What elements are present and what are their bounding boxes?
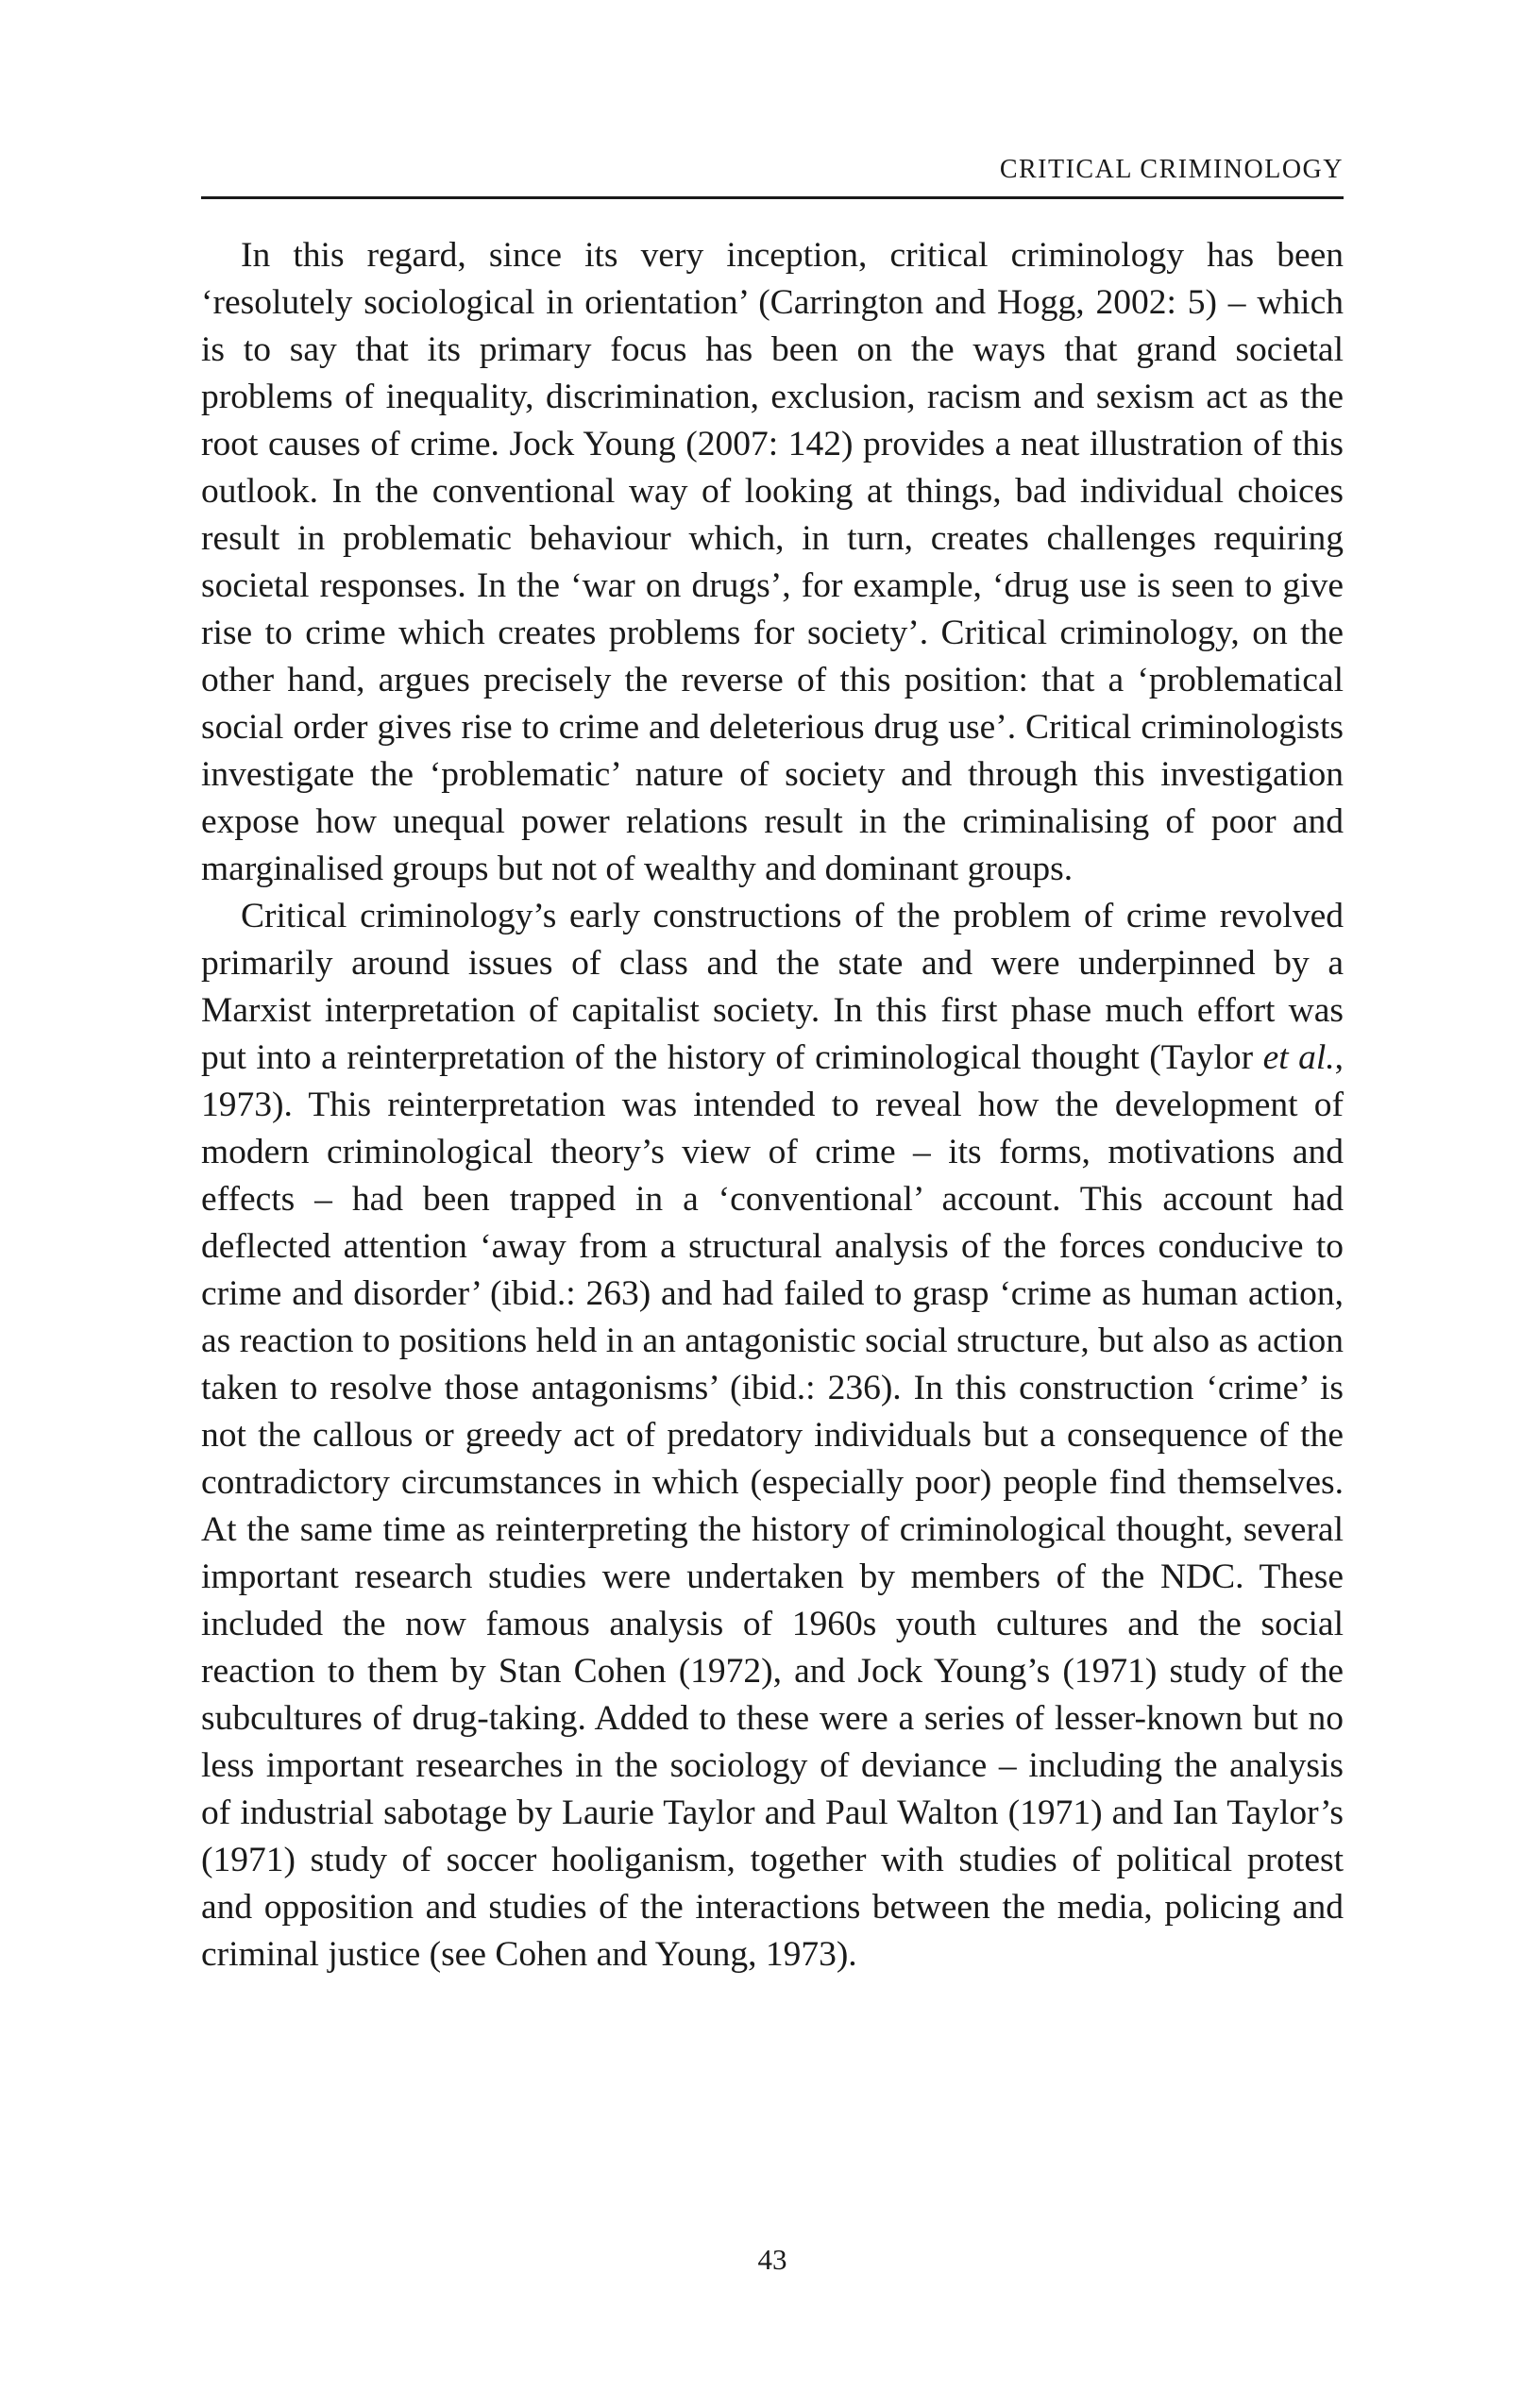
- paragraph-2-text-b: , 1973). This reinterpretation was intended to reveal how the development of modern criminological theory’s view of crime – its forms, motivations and effects – had been trapped in a ‘conventional’ account. This account had deflected attention ‘away from a structural analysis of the forces conducive to crime and disorder’ (ibid.: 263) and had failed to grasp ‘crime as human action, as reaction to positions held in an antagonistic social structure, but also as action taken to resolve those antagonisms’ (ibid.: 236). In this construction ‘crime’ is not the callous or greedy act of predatory individuals but a consequence of the contradictory circumstances in which (especially poor) people find themselves. At the same time as reinterpreting the history of criminological thought, several important research studies were undertaken by members of the NDC. These included the now famous analysis of 1960s youth cultures and the social reaction to them by Stan Cohen (1972), and Jock Young’s (1971) study of the subcultures of drug-taking. Added to these were a series of lesser-known but no less important researches in the sociology of deviance – including the analysis of industrial sabotage by Laurie Taylor and Paul Walton (1971) and Ian Taylor’s (1971) study of soccer hooliganism, together with studies of political protest and opposition and studies of the interactions between the media, policing and criminal justice (see Cohen and Young, 1973).: [201, 1038, 1344, 1974]
- body-text: [201, 232, 1344, 1979]
- header-rule: [201, 196, 1344, 199]
- paragraph-2: [201, 893, 1344, 1979]
- running-head: CRITICAL CRIMINOLOGY: [999, 155, 1344, 184]
- page-number: 43: [757, 2243, 787, 2276]
- paragraph-1: In this regard, since its very inception, critical criminology has been ‘resolutely sociological in orientation’ (Carrington and Hogg, 2002: 5) – which is to say that its primary focus has been on the ways that grand societal problems of inequality, discrimination, exclusion, racism and sexism act as the root causes of crime. Jock Young (2007: 142) provides a neat illustration of this outlook. In the conventional way of looking at things, bad individual choices result in problematic behaviour which, in turn, creates challenges requiring societal responses. In the ‘war on drugs’, for example, ‘drug use is seen to give rise to crime which creates problems for society’. Critical criminology, on the other hand, argues precisely the reverse of this position: that a ‘problematical social order gives rise to crime and deleterious drug use’. Critical criminologists investigate the ‘problematic’ nature of society and through this investigation expose how unequal power relations result in the criminalising of poor and marginalised groups but not of wealthy and dominant groups.: [201, 236, 1344, 888]
- paragraph-2-text-a: Critical criminology’s early constructions of the problem of crime revolved primarily around issues of class and the state and were underpinned by a Marxist interpretation of capitalist society. In this first phase much effort was put into a reinterpretation of the history of criminological thought (Taylor: [201, 897, 1344, 1077]
- paragraph-2-italic-et-al: et al.: [1262, 1038, 1335, 1077]
